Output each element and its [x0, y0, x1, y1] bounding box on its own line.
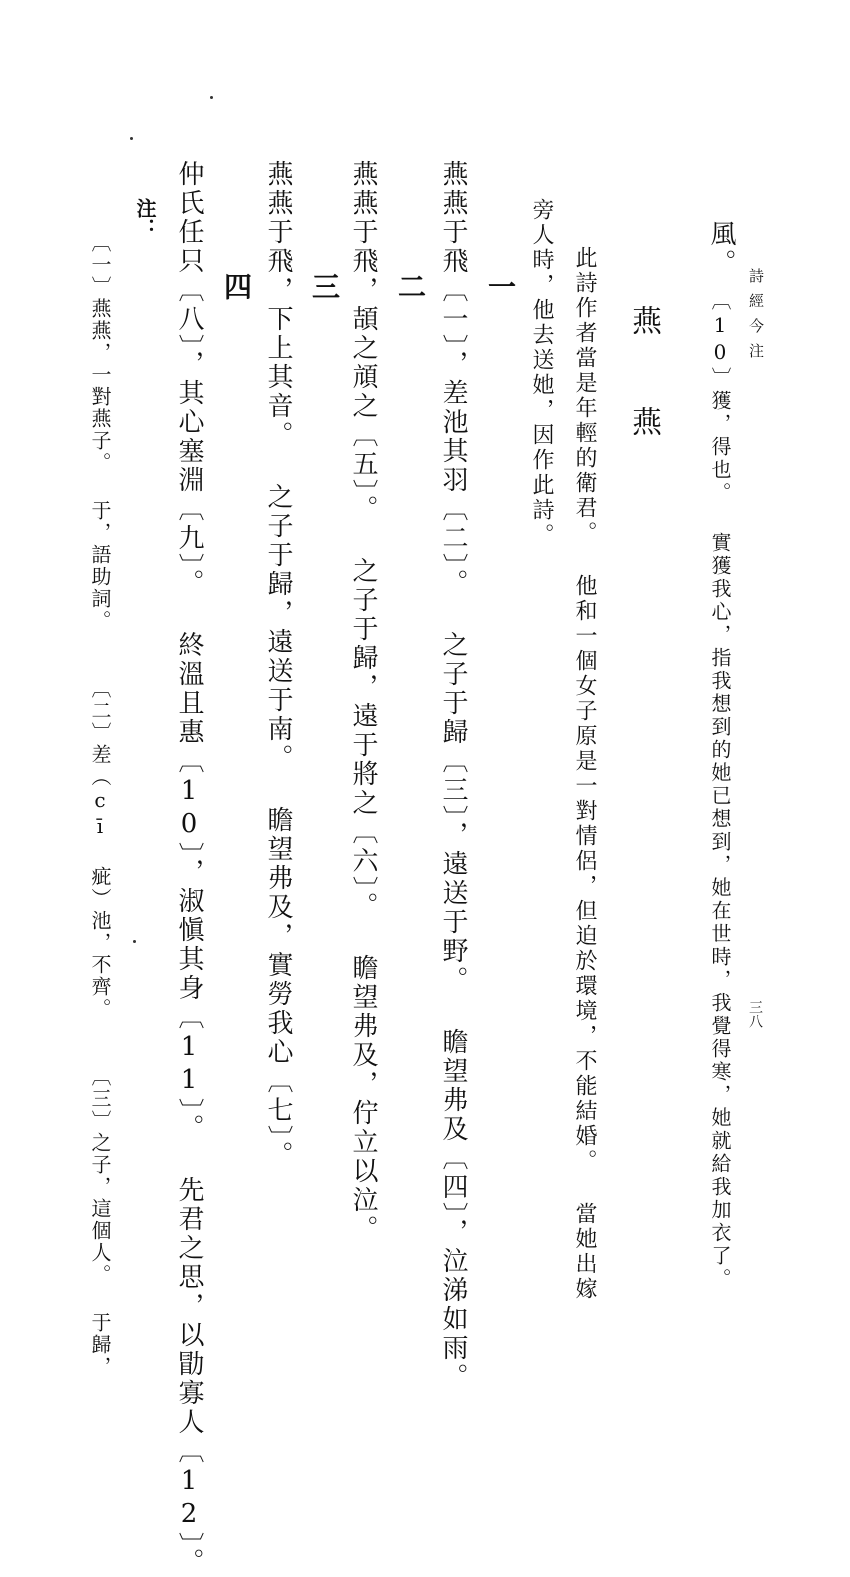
- prev-poem-closing-word: 風。: [706, 220, 736, 278]
- notes-label: 注：: [133, 198, 157, 238]
- stanza-number-2: 二: [394, 272, 427, 300]
- page-number: 三八: [747, 1000, 763, 1028]
- poem-title: 燕 燕: [626, 305, 661, 454]
- prev-poem-note-10: 〔10〕獲，得也。 實獲我心，指我想到的她已想到，她在世時，我覺得寒，她就給我加衣了。: [708, 290, 732, 1291]
- stanza-number-1: 一: [484, 272, 517, 300]
- stanza-number-3: 三: [308, 272, 341, 300]
- scan-speck: [133, 940, 136, 943]
- scan-speck: [210, 96, 213, 99]
- poem-intro-line-1: 此詩作者當是年輕的衛君。 他和一個女子原是一對情侶，但迫於環境，不能結婚。 當她出嫁: [572, 246, 597, 1302]
- stanza-text-2: 燕燕于飛，頡之頏之〔五〕。 之子于歸，遠于將之〔六〕。 瞻望弗及，佇立以泣。: [348, 160, 378, 1244]
- notes-line-1: 〔一〕燕燕，一對燕子。 于，語助詞。 〔二〕差（cī 疵）池，不齊。 〔三〕之子，這個人。 于歸，: [88, 232, 112, 1378]
- scan-speck: [130, 137, 133, 140]
- stanza-text-4: 仲氏任只〔八〕，其心塞淵〔九〕。 終溫且惠〔10〕，淑愼其身〔11〕。 先君之思，以勖寡人〔12〕。: [174, 160, 204, 1577]
- book-title-header: 詩經今注: [747, 268, 765, 368]
- stanza-number-4: 四: [220, 272, 253, 300]
- stanza-text-1: 燕燕于飛〔一〕，差池其羽〔二〕。 之子于歸〔三〕，遠送于野。 瞻望弗及〔四〕，泣涕如雨。: [438, 160, 468, 1392]
- stanza-text-3: 燕燕于飛，下上其音。 之子于歸，遠送于南。 瞻望弗及，實勞我心〔七〕。: [263, 160, 293, 1170]
- poem-intro-line-2: 旁人時，他去送她，因作此詩。: [529, 198, 554, 548]
